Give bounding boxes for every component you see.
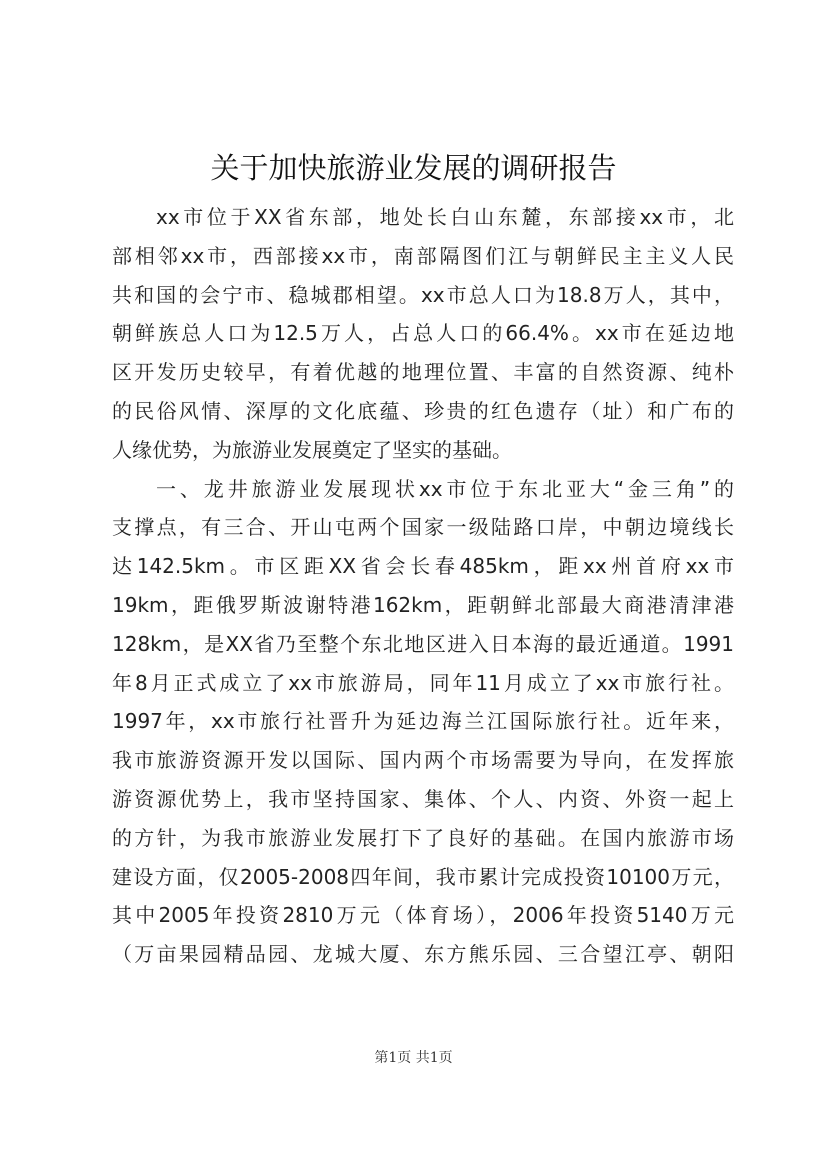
body-line: 共和国的会宁市、稳城郡相望。xx市总人口为18.8万人，其中， bbox=[112, 282, 734, 307]
body-line: 128km，是XX省乃至整个东北地区进入日本海的最近通道。1991 bbox=[112, 631, 734, 656]
body-line: 年8月正式成立了xx市旅游局，同年11月成立了xx市旅行社。 bbox=[112, 670, 734, 695]
body-line: 人缘优势，为旅游业发展奠定了坚实的基础。 bbox=[112, 437, 512, 462]
body-line: 其中2005年投资2810万元（体育场），2006年投资5140万元 bbox=[112, 903, 734, 928]
document-title: 关于加快旅游业发展的调研报告 bbox=[210, 151, 617, 185]
body-line: 部相邻xx市，西部接xx市，南部隔图们江与朝鲜民主主义人民 bbox=[112, 243, 734, 268]
body-line: 达142.5km。市区距XX省会长春485km，距xx州首府xx市 bbox=[112, 554, 734, 579]
body-line: 的民俗风情、深厚的文化底蕴、珍贵的红色遗存（址）和广布的 bbox=[112, 398, 734, 423]
body-line: 支撑点，有三合、开山屯两个国家一级陆路口岸，中朝边境线长 bbox=[112, 515, 734, 540]
body-line: 建设方面，仅2005-2008四年间，我市累计完成投资10100万元， bbox=[112, 864, 734, 889]
body-line: 我市旅游资源开发以国际、国内两个市场需要为导向，在发挥旅 bbox=[112, 748, 734, 773]
body-line: 朝鲜族总人口为12.5万人，占总人口的66.4%。xx市在延边地 bbox=[112, 321, 734, 346]
body-line: 的方针，为我市旅游业发展打下了良好的基础。在国内旅游市场 bbox=[112, 825, 734, 850]
body-line: （万亩果园精品园、龙城大厦、东方熊乐园、三合望江亭、朝阳 bbox=[112, 942, 734, 967]
body-line: 区开发历史较早，有着优越的地理位置、丰富的自然资源、纯朴 bbox=[112, 360, 734, 385]
body-line: xx市位于XX省东部，地处长白山东麓，东部接xx市，北 bbox=[156, 205, 734, 229]
body-line: 游资源优势上，我市坚持国家、集体、个人、内资、外资一起上 bbox=[112, 786, 734, 811]
body-line: 一、龙井旅游业发展现状xx市位于东北亚大“金三角”的 bbox=[156, 476, 734, 501]
page-footer: 第1页 共1页 bbox=[374, 1050, 453, 1066]
document-body bbox=[112, 198, 734, 974]
body-line: 19km，距俄罗斯波谢特港162km，距朝鲜北部最大商港清津港 bbox=[112, 592, 734, 617]
body-line: 1997年，xx市旅行社晋升为延边海兰江国际旅行社。近年来， bbox=[112, 709, 734, 734]
